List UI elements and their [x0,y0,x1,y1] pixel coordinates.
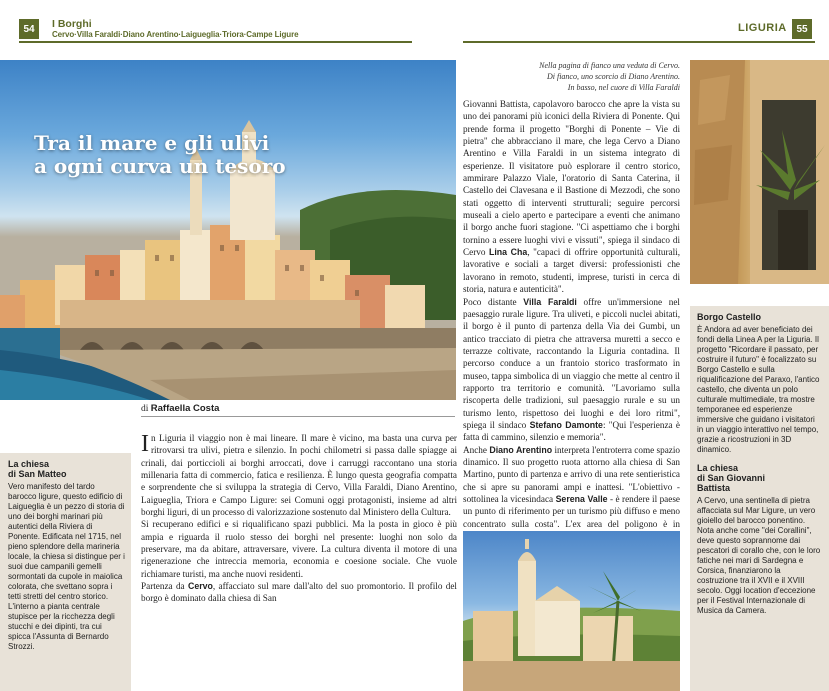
sidebar-san-giovanni-title [697,463,823,493]
paragraph-4-a: Giovanni Battista, capolavoro barocco che apre la vista su uno dei panorami più iconici della Riviera di Ponente. Qui prende forma il progetto "Borghi di Ponente – Vie di pietra" che abbracciano il mare, che lega Cervo a Diano Arentino e Villa Faraldi in un sistema integrato di esperienze. Il visitatore può esplorare il centro storico, ammirare Palazzo Viale, l'oratorio di Santa Caterina, il Castello dei Clavesana e il Bastione di Mezzodì, che sono stati oggetto di interventi strutturali; seguire percorsi museali a cielo aperto e partecipare a eventi che animano il borgo anche fuori stagione. "Ci aspettiamo che i borghi tornino a essere luoghi vivi e vissuti", spiega il sindaco di Cervo [463,99,680,258]
paragraph-5 [463,296,680,444]
paragraph-3-bold: Cervo [187,581,213,592]
sidebar-san-matteo-text: Vero manifesto del tardo barocco ligure, questo edificio di Laigueglia è un pezzo di storia di uno dei borghi marinari più autentici della Riviera di Ponente. Edificata nel 1715, nel pieno splendore della marineria locale, la chiesa si distingue per i suoi due campanili gemelli sormontati da cupole in maiolica colorata, che svettano sopra i tetti stretti del centro storico. L'interno a pianta centrale stupisce per la ricchezza degli stucchi e dei dipinti, tra cui spicca l'Assunta di Bernardo Strozzi. [8,482,125,651]
church-tower-illustration [463,531,680,691]
hero-title-line-2: a ogni curva un tesoro [34,154,286,178]
byline [141,403,219,414]
paragraph-6-bold-1: Diano Arentino [489,444,553,455]
hero-title-line-1: Tra il mare e gli ulivi [34,131,270,155]
paragraph-6 [463,444,680,543]
section-title: I Borghi [52,18,92,30]
sidebar-san-giovanni-text: A Cervo, una sentinella di pietra affacciata sul Mar Ligure, un vero gioiello del barocco ponentino. Nota anche come "dei Corallini", deve questo soprannome dai pescatori di corallo che, con le loro fatiche nei mari di Sardegna e Corsica, finanziarono la costruzione tra il XVII e il XVIII secolo. Oggi location d'eccezione per il Festival Internazionale di Musica da Camera. [697,496,821,615]
header-rule-left [19,41,412,43]
paragraph-3-b: , affacciato sul mare dall'alto del suo promontorio. Il profilo del borgo è dominato dalla chiesa di San [141,581,457,604]
sidebar-borgo-castello-title: Borgo Castello [697,312,762,322]
villa-faraldi-photo [463,531,680,691]
sidebar-title-line-1: La chiesa [8,459,50,469]
paragraph-3 [141,580,457,605]
article-body-col-1 [141,432,457,605]
section-subtitle: Cervo·Villa Faraldi·Diano Arentino·Laigueglia·Triora·Campe Ligure [52,30,299,39]
drop-cap: I [141,431,149,457]
sidebar-borgo-castello-text: È Andora ad aver beneficiato dei fondi della Linea A per la Liguria. Il progetto "Ricordare il passato, per costruire il futuro" è focalizzato su Borgo Castello e sulla riqualificazione del Paraxo, l'antico castello, che diventa un polo culturale multimediale, tra mostre temporanee ed esperienze immersive che guidano i visitatori in un viaggio interattivo nel tempo, grazie a ricostruzioni in 3D dinamico. [697,325,820,454]
page-number-right: 55 [792,19,812,39]
header-rule-right [463,41,815,43]
caption-line-1: Nella pagina di fianco una veduta di Cervo. [539,61,680,70]
paragraph-6-b: interpreta l'entroterra come spazio dinamico. Il suo progetto ruota attorno alla chiesa di San Martino, punto di partenza e arrivo di una rete sentieristica che si apre su panorami ampi e inattesi. "L'obiettivo - sottolinea la vicesindaca [463,444,681,504]
paragraph-4-b: , "capaci di offrire opportunità culturali, lavorative e sociali a target diversi: professionisti che lavorano in remoto, studenti, imprese, turisti in cerca di storia, natura e autenticità". [463,247,681,295]
sidebar-sg-title-3: Battista [697,483,731,493]
paragraph-6-a: Anche [463,444,490,455]
caption-line-3: In basso, nel cuore di Villa Faraldi [567,83,680,92]
photo-caption [532,60,680,93]
sidebar-san-matteo [0,453,131,691]
cervo-village-illustration [0,60,456,400]
page-number-left: 54 [19,19,39,39]
paragraph-5-bold-1: Villa Faraldi [523,296,577,307]
sidebar-san-matteo-title [8,459,125,479]
region-label: LIGURIA [738,22,787,34]
paragraph-4-bold: Lina Cha [488,247,528,258]
paragraph-2: Si recuperano edifici e si riqualificano spazi pubblici. Ma la posta in gioco è più ampia e riguarda il ruolo stesso dei borghi nel presente: luoghi non solo da preservare, ma da abitare, attraversare, vivere. La cultura diventa il motore di una rigenerazione che intreccia memoria, economia e coesione sociale. Che vuole richiamare turisti, ma anche nuovi residenti. [141,519,457,579]
hero-photo [0,60,456,400]
paragraph-1-text: n Liguria il viaggio non è mai lineare. Il mare è vicino, ma basta una curva per ritrovarsi tra ulivi, pietra e silenzio. In pochi chilometri si passa dalle spiagge ai crinali, dai porticcioli ai borghi arroccati, dove i carruggi raccontano una storia millenaria fatta di commercio, fatica e resilienza. È lungo questa geografia compatta e sorprendente che si sviluppa la strategia di Cervo, Villa Faraldi, Diano Arentino, Laigueglia, Triora e Campo Ligure: sei Comuni oggi protagonisti, insieme ad altri borghi liguri, di un processo di valorizzazione sostenuto dal Ministero della Cultura. [141,433,457,518]
sidebar-sg-title-1: La chiesa [697,463,739,473]
paragraph-5-b: offre un'immersione nel paesaggio rurale ligure. Tra uliveti, e piccoli nuclei abitati, il borgo è il punto di partenza della Via dei Gumbi, un antico tracciato di pietra che attraversa muretti a secco e terrazze coltivate, raccontando la Liguria contadina. Il percorso conduce a un frantoio storico trasformato in museo, tappa simbolica di un viaggio che mette al centro il rapporto tra territorio e comunità. "Lavoriamo sulla riscoperta delle tradizioni, sul paesaggio rurale e su un turismo lento, rispettoso dei luoghi e dei loro ritmi", spiega il sindaco [463,296,680,430]
stone-wall-illustration [690,60,829,284]
paragraph-5-a: Poco distante [463,296,524,307]
paragraph-1 [141,432,457,518]
sidebar-title-line-2: di San Matteo [8,469,67,479]
paragraph-5-c: : "Qui l'esperienza è fatta di cammino, silenzio e memoria". [463,419,680,443]
paragraph-5-bold-2: Stefano Damonte [529,419,603,430]
hero-title [34,132,286,178]
paragraph-6-c: - è rendere il paese un punto di riferimento per un turismo più diffuso e meno concentrato sulla costa". L'ex area del poligono è in [463,494,680,529]
byline-author: Raffaella Costa [150,403,220,414]
caption-line-2: Di fianco, uno scorcio di Diano Arentino. [546,72,680,81]
paragraph-6-bold-2: Serena Valle [555,494,608,504]
byline-prefix: di [141,404,149,414]
article-body-col-2 [463,98,680,542]
byline-rule [141,416,455,417]
sidebar-right [690,306,829,691]
paragraph-4 [463,98,680,296]
sidebar-sg-title-2: di San Giovanni [697,473,766,483]
paragraph-3-a: Partenza da [141,581,188,592]
diano-arentino-photo [690,60,829,284]
